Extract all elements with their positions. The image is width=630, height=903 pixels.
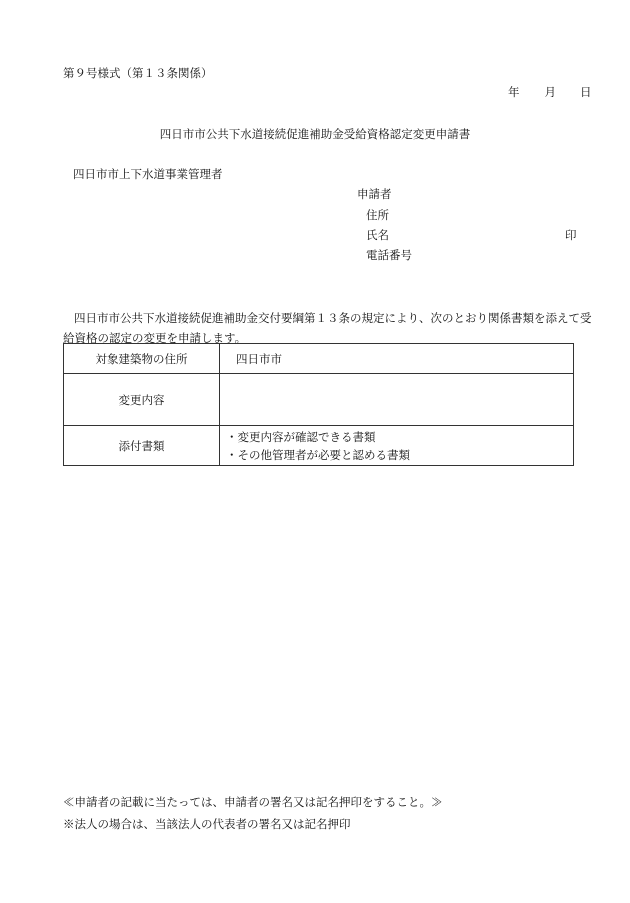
phone-label: 電話番号 (366, 248, 412, 262)
attachment-item: ・その他管理者が必要と認める書類 (226, 447, 410, 462)
change-details-label: 変更内容 (64, 374, 220, 426)
note-corporation: ※法人の場合は、当該法人の代表者の署名又は記名押印 (63, 817, 351, 831)
form-number: 第９号様式（第１３条関係） (63, 66, 213, 80)
table-row-change-details (64, 374, 574, 426)
info-table (63, 343, 574, 466)
table-row-building-address (64, 344, 574, 374)
attachments-label: 添付書類 (64, 426, 220, 466)
building-address-label: 対象建築物の住所 (64, 344, 220, 374)
address-label: 住所 (366, 208, 389, 222)
date-line (508, 87, 592, 99)
seal-mark: 印 (565, 228, 577, 242)
date-month: 月 (544, 85, 556, 99)
name-label: 氏名 (366, 228, 389, 242)
table-row-attachments (64, 426, 574, 466)
change-details-value (220, 374, 574, 426)
document-title: 四日市市公共下水道接続促進補助金受給資格認定変更申請書 (159, 127, 471, 141)
attachment-item: ・変更内容が確認できる書類 (226, 429, 376, 444)
date-day: 日 (580, 85, 592, 99)
applicant-label: 申請者 (357, 187, 392, 201)
attachments-value (220, 426, 574, 466)
body-text: 四日市市公共下水道接続促進補助金交付要綱第１３条の規定により、次のとおり関係書類を添えて受給資格の認定の変更を申請します。 (63, 311, 592, 345)
note-signature: ≪申請者の記載に当たっては、申請者の署名又は記名押印をすること。≫ (63, 795, 443, 809)
date-year: 年 (508, 85, 520, 99)
building-address-value: 四日市市 (220, 344, 574, 374)
addressee: 四日市市上下水道事業管理者 (73, 167, 223, 181)
